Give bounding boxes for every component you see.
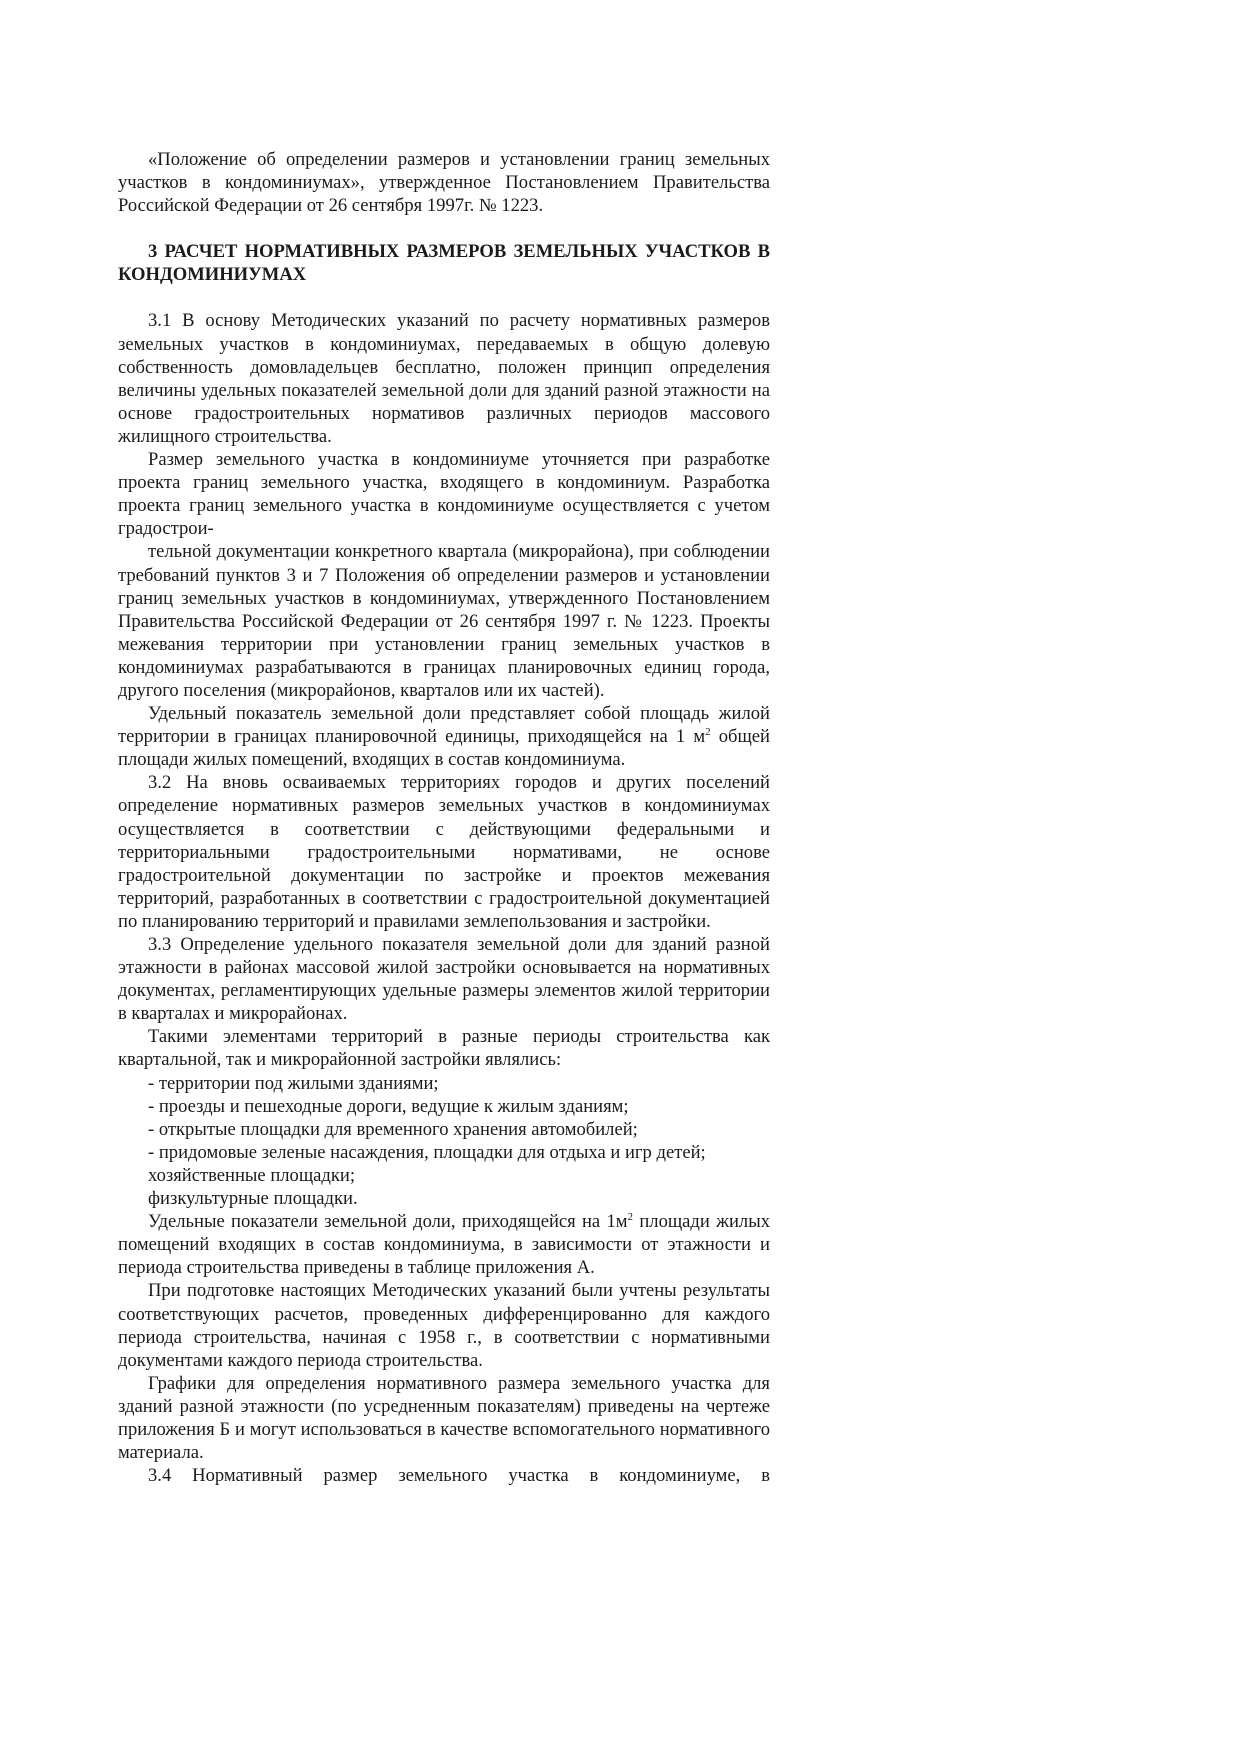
paragraph-elements: Такими элементами территорий в разные периоды строительства как квартальной, так и микрорайонной застройки являлись:	[118, 1026, 770, 1071]
section-heading: 3 РАСЧЕТ НОРМАТИВНЫХ РАЗМЕРОВ ЗЕМЕЛЬНЫХ УЧАСТКОВ В КОНДОМИНИУМАХ	[118, 241, 770, 286]
paragraph-table-reference	[118, 1210, 770, 1279]
paragraph-continuation: тельной документации конкретного квартала (микрорайона), при соблюдении требований пунктов 3 и 7 Положения об определении размеров и установлении границ земельных участков в кондоминиумах, утвержденного Постановлением Правительства Российской Федерации от 26 сентября 1997 г. № 1223. Проекты межевания территории при установлении границ земельных участков в кондоминиумах разрабатываются в границах планировочных единиц города, другого поселения (микрорайонов, кварталов или их частей).	[118, 541, 770, 701]
paragraph-3-4: 3.4 Нормативный размер земельного участка в кондоминиуме, в	[148, 1465, 770, 1487]
text-segment: общей площади жилых помещений, входящих в состав кондоминиума.	[118, 726, 770, 771]
paragraph-3-1: 3.1 В основу Методических указаний по расчету нормативных размеров земельных участков в кондоминиумах, передаваемых в общую долевую собственность домовладельцев бесплатно, положен принцип определения величины удельных показателей земельной доли для зданий разной этажности на основе градостроительных нормативов различных периодов массового жилищного строительства.	[118, 310, 770, 447]
text-segment: Удельные показатели земельной доли, приходящейся на 1м	[148, 1211, 628, 1233]
document-body	[118, 148, 770, 1487]
list-item: - придомовые зеленые насаждения, площадки для отдыха и игр детей;	[148, 1141, 706, 1163]
paragraph-preparation: При подготовке настоящих Методических указаний были учтены результаты соответствующих расчетов, проведенных дифференцированно для каждого периода строительства, начиная с 1958 г., в соответствии с нормативными документами каждого периода строительства.	[118, 1280, 770, 1371]
list-item: хозяйственные площадки;	[148, 1164, 356, 1186]
text-segment: площади жилых помещений входящих в состав кондоминиума, в зависимости от этажности и периода строительства приведены в таблице приложения А.	[118, 1211, 770, 1279]
superscript: 2	[705, 726, 711, 739]
list-item: физкультурные площадки.	[148, 1188, 358, 1210]
paragraph-land-share	[118, 702, 770, 771]
superscript: 2	[627, 1211, 634, 1224]
list-item: - проезды и пешеходные дороги, ведущие к жилым зданиям;	[148, 1095, 629, 1117]
text-segment: Удельный показатель земельной доли представляет собой площадь жилой территории в границах планировочной единицы, приходящейся на 1 м	[118, 703, 770, 748]
list-item: - территории под жилыми зданиями;	[148, 1072, 439, 1094]
paragraph-3-3: 3.3 Определение удельного показателя земельной доли для зданий разной этажности в районах массовой жилой застройки основывается на нормативных документах, регламентирующих удельные размеры элементов жилой территории в кварталах и микрорайонах.	[118, 934, 770, 1025]
paragraph-graphs: Графики для определения нормативного размера земельного участка для зданий разной этажности (по усредненным показателям) приведены на чертеже приложения Б и могут использоваться в качестве вспомогательного нормативного материала.	[118, 1372, 770, 1464]
list-item: - открытые площадки для временного хранения автомобилей;	[148, 1118, 638, 1140]
paragraph-3-2: 3.2 На вновь осваиваемых территориях городов и других поселений определение нормативных размеров земельных участков в кондоминиумах осуществляется в соответствии с действующими федеральными и территориальными градостроительными нормативами, не основе градостроительной документации по застройке и проектов межевания территорий, разработанных в соответствии с градостроительной документацией по планированию территорий и правилами землепользования и застройки.	[118, 772, 770, 932]
intro-paragraph: «Положение об определении размеров и установлении границ земельных участков в кондоминиумах», утвержденное Постановлением Правительства Российской Федерации от 26 сентября 1997г. № 1223.	[118, 149, 770, 217]
paragraph-plot-size: Размер земельного участка в кондоминиуме уточняется при разработке проекта границ земельного участка, входящего в кондоминиум. Разработка проекта границ земельного участка в кондоминиуме осуществляется с учетом градострои-	[118, 449, 770, 540]
